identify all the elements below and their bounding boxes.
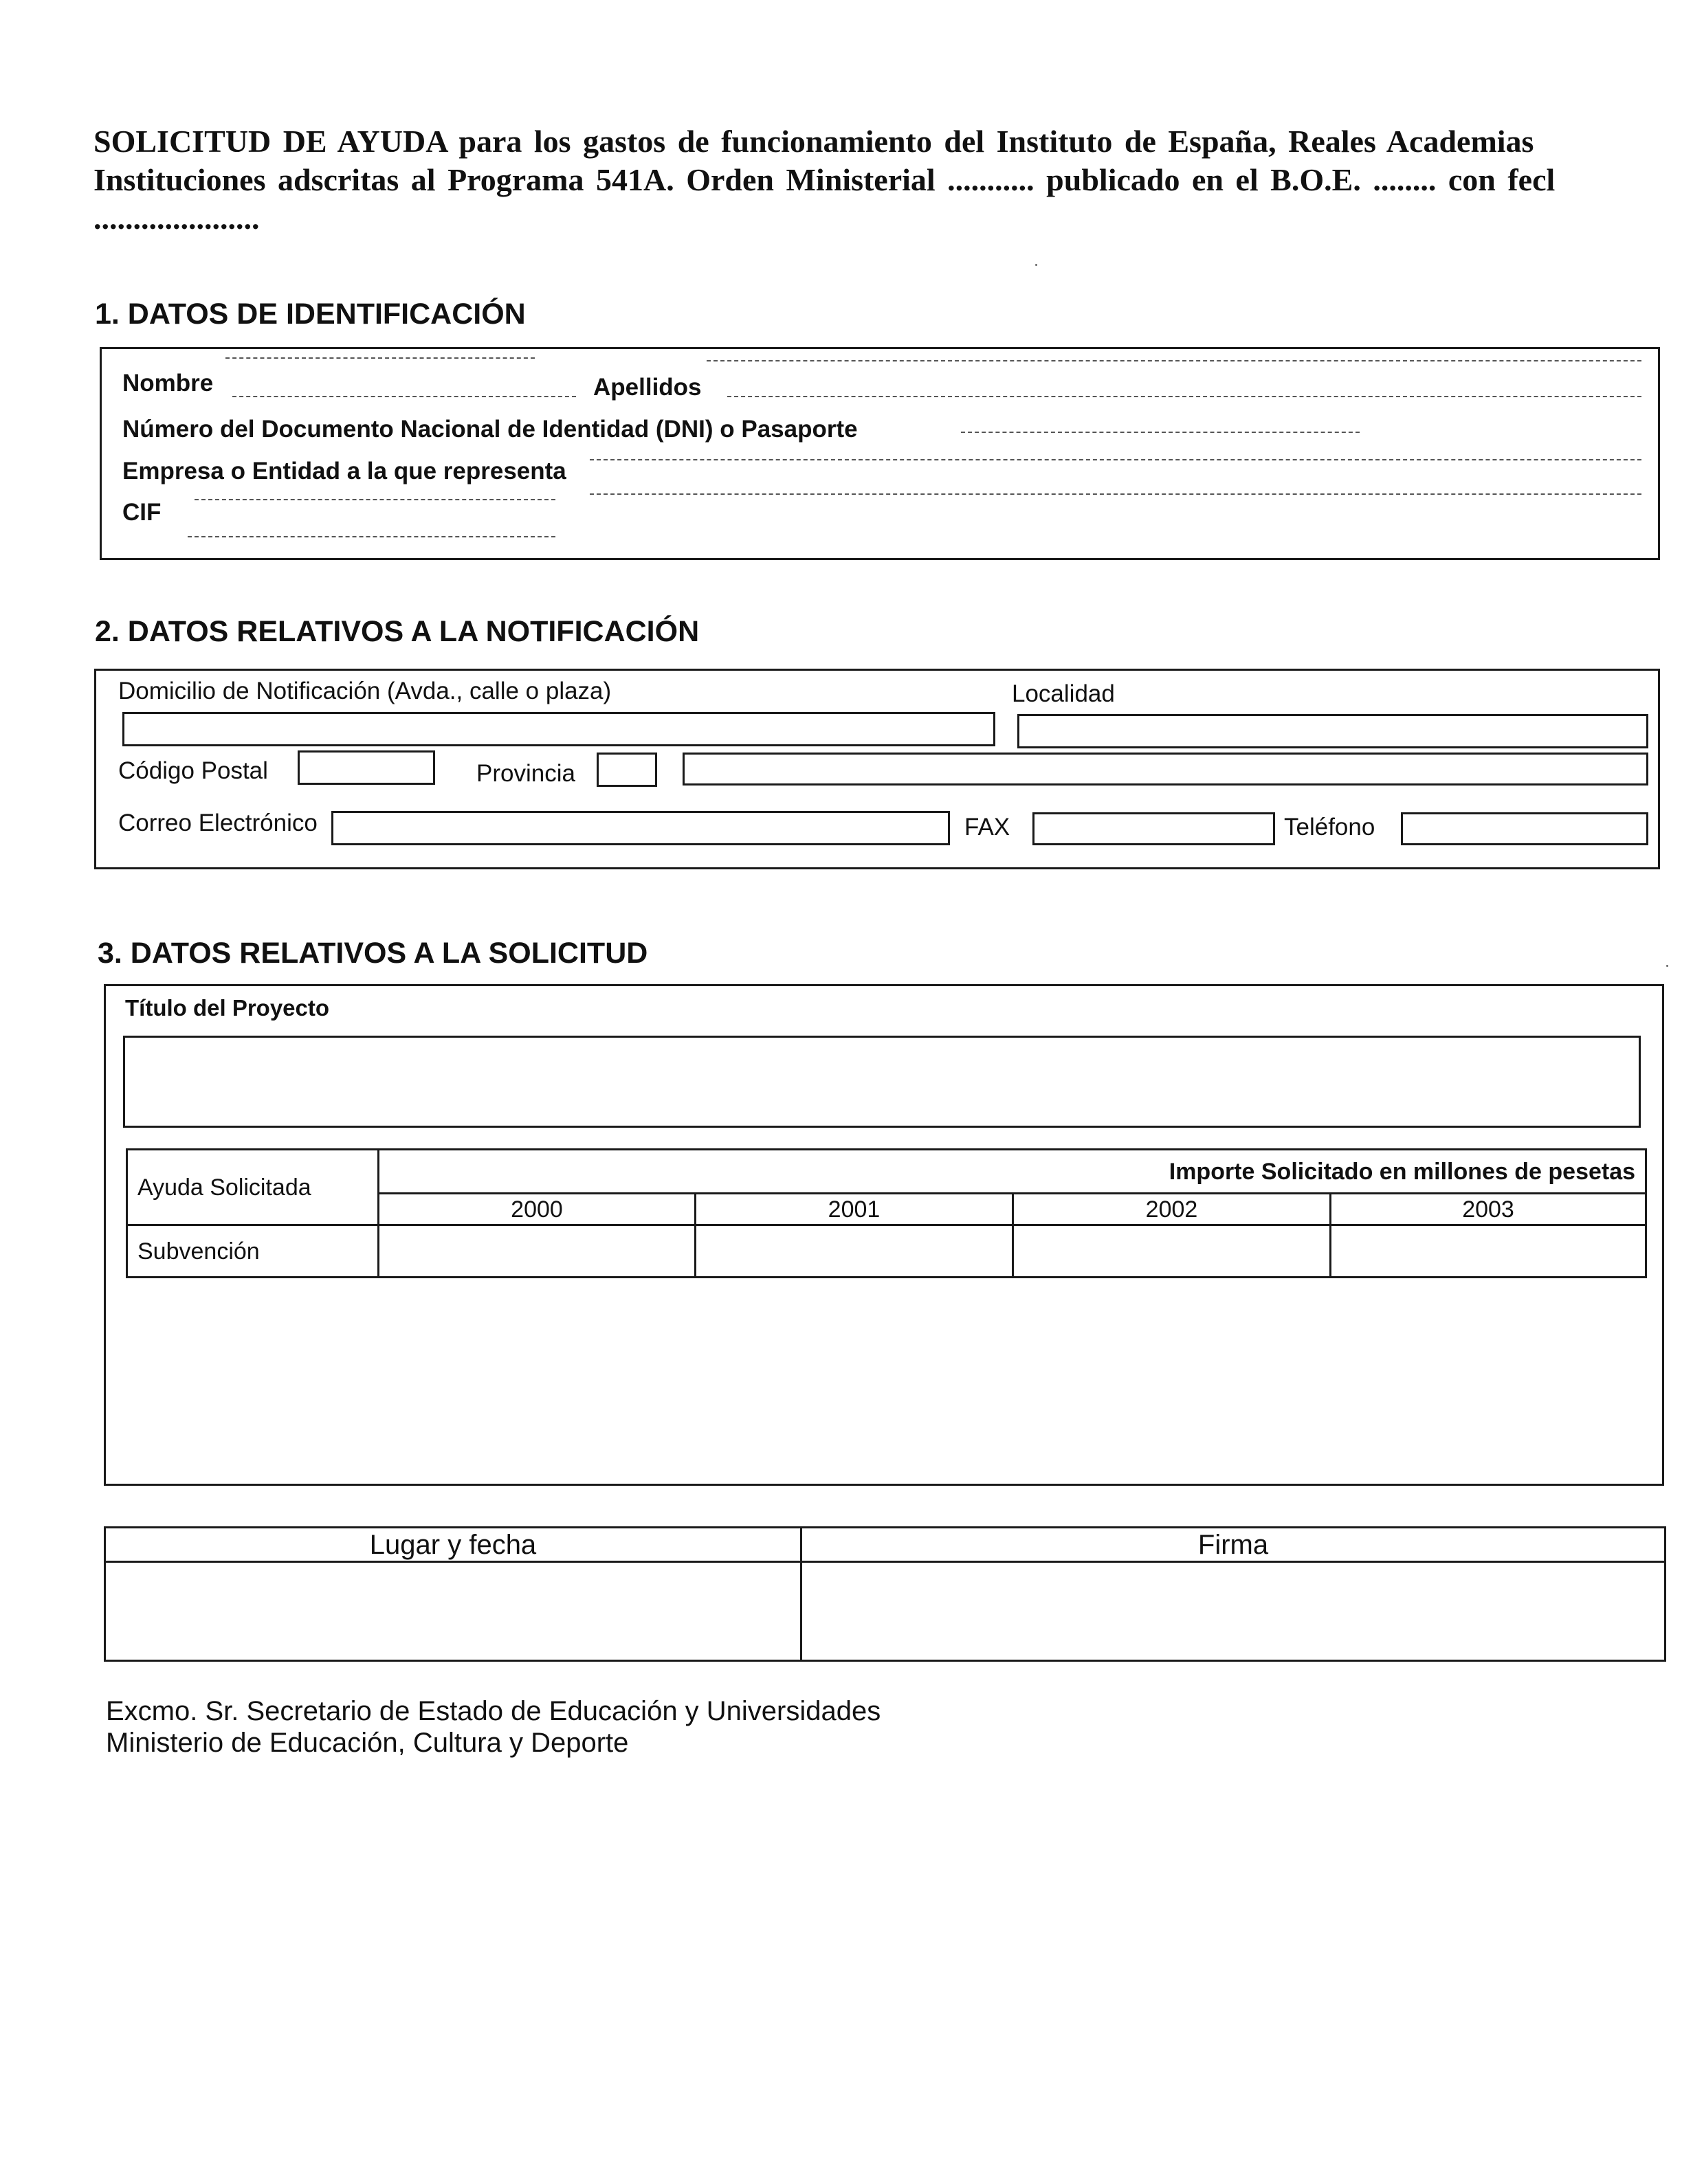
fax-label: FAX xyxy=(964,814,1010,840)
subvencion-label: Subvención xyxy=(137,1238,260,1264)
firma-input[interactable] xyxy=(801,1562,1666,1661)
codigo-postal-label: Código Postal xyxy=(118,757,268,784)
provincia-code-input[interactable] xyxy=(597,753,657,787)
section-2-title: 2. DATOS RELATIVOS A LA NOTIFICACIÓN xyxy=(95,615,700,648)
year-2002-header: 2002 xyxy=(1013,1194,1331,1225)
localidad-label: Localidad xyxy=(1012,680,1115,707)
dni-label: Número del Documento Nacional de Identidad (DNI) o Pasaporte xyxy=(122,416,858,443)
localidad-input[interactable] xyxy=(1017,714,1648,748)
subvencion-cell xyxy=(127,1225,379,1278)
apellidos-field[interactable] xyxy=(727,396,1641,397)
subvencion-2002-input[interactable] xyxy=(1013,1225,1331,1278)
subvencion-2003-input[interactable] xyxy=(1331,1225,1646,1278)
fax-input[interactable] xyxy=(1032,812,1275,845)
titulo-proyecto-input[interactable] xyxy=(123,1036,1641,1128)
section-1-title: 1. DATOS DE IDENTIFICACIÓN xyxy=(95,298,526,331)
domicilio-input[interactable] xyxy=(122,712,995,746)
year-2001-header: 2001 xyxy=(696,1194,1013,1225)
intro-line-1: SOLICITUD DE AYUDA para los gastos de funcionamiento del Instituto de España, Reales Academias xyxy=(93,124,1534,159)
ayuda-solicitada-cell xyxy=(127,1150,379,1225)
provincia-input[interactable] xyxy=(683,753,1648,785)
identification-box xyxy=(100,347,1660,560)
scan-speck xyxy=(1035,264,1037,266)
telefono-label: Teléfono xyxy=(1284,814,1375,840)
cif-label: CIF xyxy=(122,499,162,526)
ayuda-solicitada-label: Ayuda Solicitada xyxy=(137,1174,311,1201)
apellidos-upper-line xyxy=(707,360,1641,361)
subvencion-2000-input[interactable] xyxy=(379,1225,696,1278)
nombre-field[interactable] xyxy=(232,396,576,397)
signature-table xyxy=(104,1526,1666,1662)
telefono-input[interactable] xyxy=(1401,812,1648,845)
cif-upper-line xyxy=(195,499,555,500)
importe-label: Importe Solicitado en millones de pesetas xyxy=(1169,1158,1636,1185)
nombre-upper-line xyxy=(225,357,535,359)
correo-input[interactable] xyxy=(331,811,950,845)
cif-field[interactable] xyxy=(188,536,555,537)
year-2003-header: 2003 xyxy=(1331,1194,1646,1225)
intro-line-3: ..................... xyxy=(93,201,260,236)
notification-box xyxy=(94,669,1660,869)
subvencion-2001-input[interactable] xyxy=(696,1225,1013,1278)
intro-line-2: Instituciones adscritas al Programa 541A. Orden Ministerial ........... publicado en el B.O.E. ........ con fecl xyxy=(93,162,1556,197)
request-box xyxy=(104,984,1664,1486)
titulo-proyecto-label: Título del Proyecto xyxy=(125,995,330,1021)
intro-paragraph xyxy=(93,122,1704,238)
nombre-label: Nombre xyxy=(122,370,214,397)
lugar-fecha-input[interactable] xyxy=(105,1562,801,1661)
ayuda-table xyxy=(126,1148,1647,1278)
footer-ministry: Ministerio de Educación, Cultura y Deporte xyxy=(106,1728,629,1758)
firma-header: Firma xyxy=(801,1528,1666,1562)
dni-field[interactable] xyxy=(961,432,1360,433)
section-3-title: 3. DATOS RELATIVOS A LA SOLICITUD xyxy=(98,937,648,970)
importe-header xyxy=(379,1150,1646,1194)
empresa-label: Empresa o Entidad a la que representa xyxy=(122,458,566,484)
provincia-label: Provincia xyxy=(476,760,575,787)
correo-label: Correo Electrónico xyxy=(118,810,318,836)
footer-recipient: Excmo. Sr. Secretario de Estado de Educación y Universidades xyxy=(106,1696,881,1726)
lugar-fecha-header: Lugar y fecha xyxy=(105,1528,801,1562)
scan-speck-2 xyxy=(1666,965,1668,967)
year-2000-header: 2000 xyxy=(379,1194,696,1225)
apellidos-label: Apellidos xyxy=(593,374,702,401)
codigo-postal-input[interactable] xyxy=(298,750,435,785)
domicilio-label: Domicilio de Notificación (Avda., calle o plaza) xyxy=(118,678,612,704)
empresa-field[interactable] xyxy=(590,459,1641,460)
empresa-field-2[interactable] xyxy=(590,493,1641,495)
